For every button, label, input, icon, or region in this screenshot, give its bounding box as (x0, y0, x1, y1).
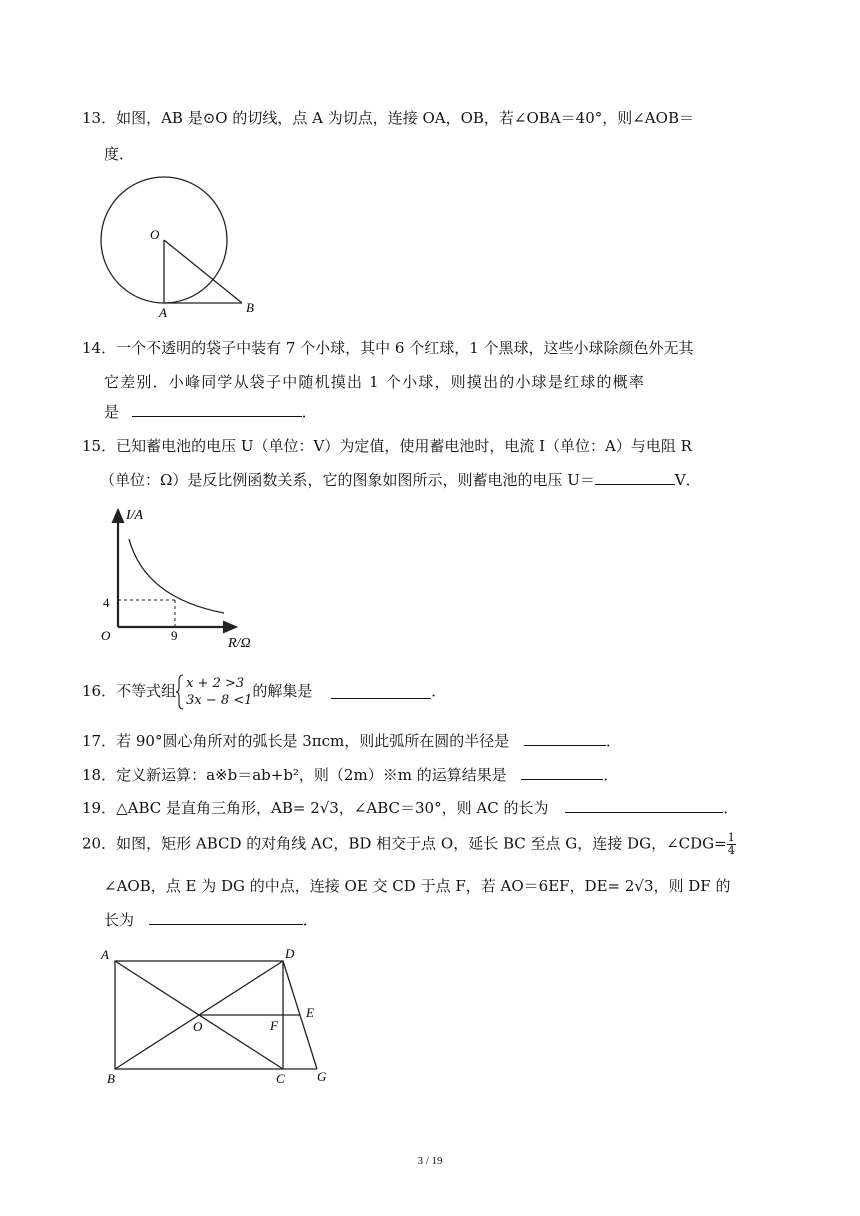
q15-origin: O (101, 628, 111, 643)
q15-answer-blank[interactable] (595, 470, 675, 485)
q20-label-e: E (306, 1005, 314, 1020)
q14-answer-blank[interactable] (132, 402, 302, 417)
q15-line2-post: V． (674, 471, 701, 489)
q16-post: 的解集是 (252, 682, 313, 700)
q15-y-axis-label: I/A (126, 508, 144, 523)
q19-pre: 19．△ABC 是直角三角形，AB= 2√3，∠ABC＝30°，则 AC 的长为 (82, 799, 549, 817)
q13-figure (96, 176, 266, 325)
q18-end: ． (603, 766, 619, 784)
q18-answer-blank[interactable] (521, 765, 603, 780)
q20-line1 (82, 832, 736, 862)
q16-pre: 16．不等式组 (82, 682, 177, 700)
q15-line1: 15．已知蓄电池的电压 U（单位：V）为定值，使用蓄电池时，电流 I（单位：A）与电阻 R (82, 437, 692, 455)
q14-line3 (104, 402, 317, 422)
q18-line (82, 765, 619, 785)
q19-end: ． (723, 799, 739, 817)
q15-x-axis-label: R/Ω (228, 636, 251, 651)
q18-pre: 18．定义新运算：a※b＝ab+b²，则（2m）※m 的运算结果是 (82, 766, 507, 784)
q13-label-b: B (246, 300, 254, 315)
q16-line (82, 670, 446, 710)
q20-line3 (104, 910, 318, 930)
q16-end: ． (431, 682, 447, 700)
q19-line (82, 798, 738, 818)
q20-frac-den: 4 (727, 844, 735, 857)
q20-fraction (727, 832, 736, 857)
q16-answer-blank[interactable] (331, 684, 431, 699)
q14-line2: 它差别．小峰同学从袋子中随机摸出 1 个小球，则摸出的小球是红球的概率 (104, 373, 646, 391)
q13-label-a: A (159, 305, 167, 320)
q20-label-b: B (107, 1071, 115, 1086)
q20-frac-num: 1 (727, 831, 735, 844)
q15-graph (96, 500, 286, 659)
q20-label-o: O (193, 1019, 203, 1034)
q14-line3-post: ． (301, 403, 317, 421)
q19-answer-blank[interactable] (565, 798, 723, 813)
q17-end: ． (606, 732, 622, 750)
q20-answer-blank[interactable] (149, 910, 303, 925)
q20-line2: ∠AOB，点 E 为 DG 的中点，连接 OE 交 CD 于点 F，若 AO＝6EF，DE= 2√3，则 DF 的 (104, 877, 731, 895)
q16-eq1: x + 2 >3 (186, 676, 245, 691)
q13-label-o: O (150, 227, 160, 242)
q17-pre: 17．若 90°圆心角所对的弧长是 3πcm，则此弧所在圆的半径是 (82, 732, 510, 750)
q20-line3-post: ． (302, 911, 318, 929)
q16-system (176, 671, 252, 711)
q16-eq2: 3x − 8 <1 (186, 693, 253, 708)
q20-line3-pre: 长为 (104, 911, 135, 929)
q15-y-tick: 4 (103, 595, 110, 610)
q17-answer-blank[interactable] (524, 731, 606, 746)
page-number: 3 / 19 (417, 1155, 443, 1167)
q15-x-tick: 9 (171, 628, 178, 643)
q14-line1: 14．一个不透明的袋子中装有 7 个小球，其中 6 个红球，1 个黑球，这些小球除颜色外无其 (82, 339, 694, 357)
q20-line1-pre: 20．如图，矩形 ABCD 的对角线 AC，BD 相交于点 O，延长 BC 至点 G，连接 DG，∠CDG= (82, 834, 727, 853)
q17-line (82, 731, 621, 751)
q15-line2-pre: （单位：Ω）是反比例函数关系，它的图象如图所示，则蓄电池的电压 U＝ (100, 471, 595, 489)
q20-label-c: C (276, 1071, 285, 1086)
q20-label-a: A (101, 947, 109, 962)
q13-line2: 度． (104, 145, 135, 163)
q20-label-d: D (285, 946, 295, 961)
q20-figure (96, 940, 346, 1094)
q20-label-f: F (270, 1018, 278, 1033)
q20-label-g: G (317, 1069, 327, 1084)
q15-line2 (100, 470, 701, 490)
q13-line1: 13．如图，AB 是⊙O 的切线，点 A 为切点，连接 OA，OB，若∠OBA＝40°，则∠AOB＝ (82, 109, 694, 127)
q14-line3-pre: 是 (104, 403, 120, 421)
